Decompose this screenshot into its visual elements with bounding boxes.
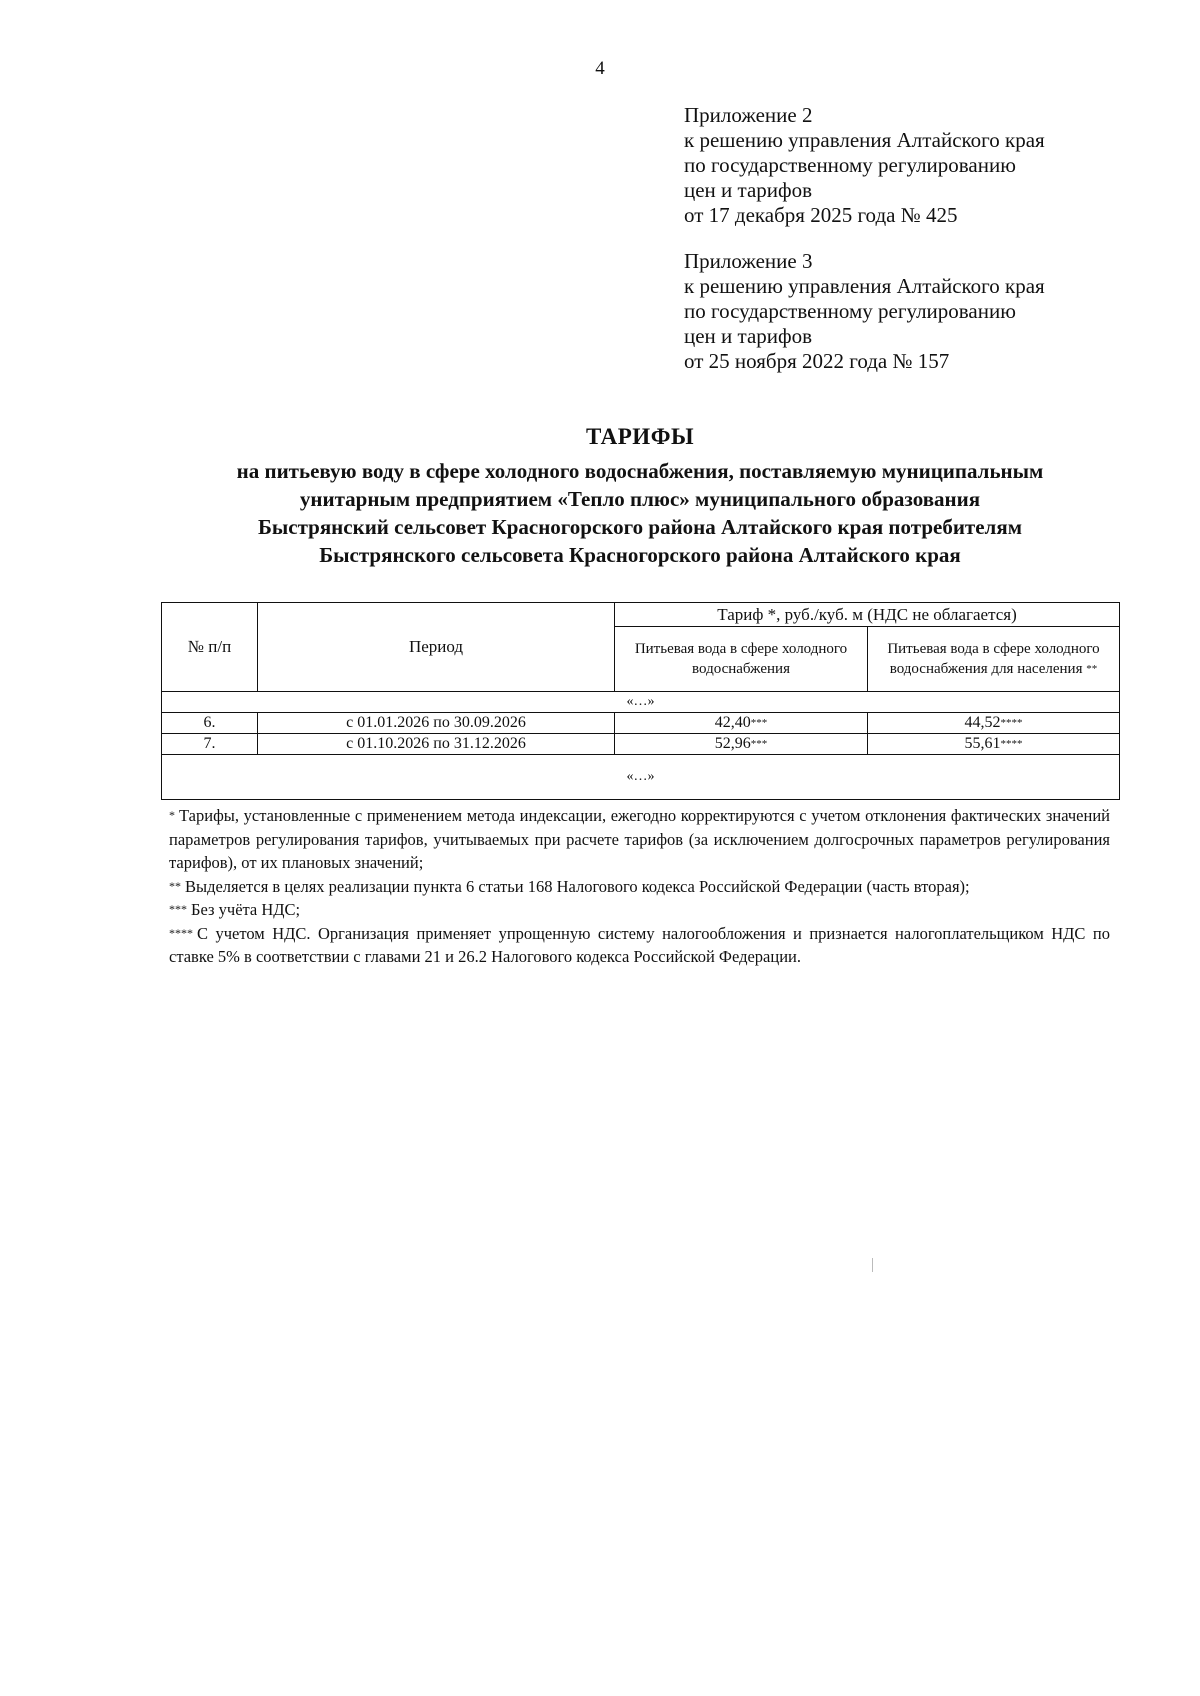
appendix-2-line: цен и тарифов (684, 178, 813, 202)
row-population-tariff (868, 734, 1120, 755)
footnote (169, 898, 1110, 922)
footnote (169, 875, 1110, 899)
table-ellipsis-row (162, 755, 1120, 800)
population-value: 55,61 (964, 735, 1001, 752)
footnote-mark: **** (169, 925, 193, 940)
table-row (162, 734, 1120, 755)
footnote (169, 804, 1110, 875)
appendix-3-line: цен и тарифов (684, 324, 813, 348)
appendix-3-title: Приложение 3 (684, 249, 813, 273)
footnote-text: С учетом НДС. Организация применяет упрощенную систему налогообложения и признается налогоплательщиком НДС по ставке 5% в соответствии с главами 21 и 26.2 Налогового кодекса Российской Федерации. (169, 923, 1110, 966)
document-title: ТАРИФЫ (585, 424, 695, 449)
row-num: 7. (162, 734, 258, 755)
water-value: 42,40 (714, 714, 751, 731)
row-period: с 01.01.2026 по 30.09.2026 (258, 713, 615, 734)
ellipsis: «…» (162, 692, 1120, 713)
footnote-text: Выделяется в целях реализации пункта 6 статьи 168 Налогового кодекса Российской Федерации (часть вторая); (185, 876, 970, 896)
footnote-text: Без учёта НДС; (191, 900, 301, 919)
footnote (169, 922, 1110, 969)
header-num: № п/п (162, 603, 258, 692)
appendix-2-date: от 17 декабря 2025 года № 425 (684, 203, 958, 227)
water-mark: *** (750, 717, 768, 729)
header-water: Питьевая вода в сфере холодного водоснабжения (615, 627, 868, 692)
subtitle-line: Быстрянский сельсовет Красногорского района Алтайского края потребителям (257, 515, 1023, 539)
population-mark: **** (1000, 738, 1023, 750)
row-water-tariff (615, 734, 868, 755)
subtitle-line: унитарным предприятием «Тепло плюс» муниципального образования (299, 487, 981, 511)
population-value: 44,52 (964, 714, 1001, 731)
table-row (162, 713, 1120, 734)
row-num: 6. (162, 713, 258, 734)
population-mark: **** (1000, 717, 1023, 729)
subtitle-line: на питьевую воду в сфере холодного водоснабжения, поставляемую муниципальным (236, 459, 1044, 483)
header-period: Период (258, 603, 615, 692)
table-header-row (162, 603, 1120, 627)
header-population-mark: ** (1086, 663, 1098, 675)
appendix-3-line: к решению управления Алтайского края (684, 274, 1045, 298)
header-population-label: Питьевая вода в сфере холодного водоснабжения для населения (887, 641, 1100, 677)
footnote-mark: * (169, 808, 175, 822)
water-mark: *** (750, 738, 768, 750)
appendix-3-header (684, 249, 1045, 374)
ellipsis: «…» (162, 755, 1120, 800)
appendix-3-line: по государственному регулированию (684, 299, 1016, 323)
table-ellipsis-row (162, 692, 1120, 713)
row-population-tariff (868, 713, 1120, 734)
appendix-2-line: к решению управления Алтайского края (684, 128, 1045, 152)
row-water-tariff (615, 713, 868, 734)
footnote-text: Тарифы, установленные с применением метода индексации, ежегодно корректируются с учетом отклонения фактических значений параметров регулирования тарифов, учитываемых при расчете тарифов (за исключением долгосрочных параметров регулирования тарифов), от их плановых значений; (169, 806, 1110, 872)
row-period: с 01.10.2026 по 31.12.2026 (258, 734, 615, 755)
subtitle-line: Быстрянского сельсовета Красногорского района Алтайского края (319, 543, 961, 567)
appendix-2-line: по государственному регулированию (684, 153, 1016, 177)
appendix-2-title: Приложение 2 (684, 103, 813, 127)
page-number: 4 (595, 58, 605, 79)
water-value: 52,96 (714, 735, 751, 752)
footnote-mark: *** (169, 902, 187, 916)
appendix-3-date: от 25 ноября 2022 года № 157 (684, 349, 950, 373)
header-tariff: Тариф *, руб./куб. м (НДС не облагается) (615, 603, 1120, 627)
footnote-mark: ** (169, 878, 181, 893)
appendix-2-header (684, 103, 1045, 228)
tariff-table (161, 602, 1120, 800)
document-subtitle (150, 457, 1130, 569)
scan-artifact (872, 1258, 873, 1272)
footnotes (169, 804, 1110, 969)
header-population (868, 627, 1120, 692)
